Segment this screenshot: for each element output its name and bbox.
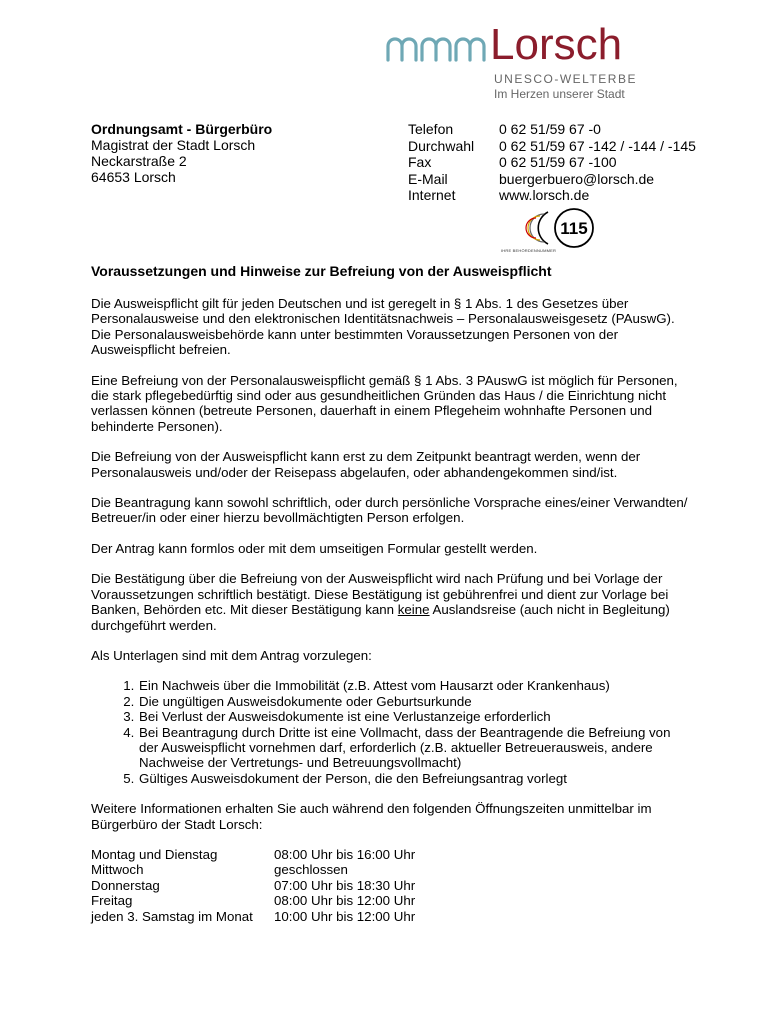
logo-subtitle: UNESCO-WELTERBE (494, 72, 637, 86)
confirmation-text: Die Bestätigung über die Befreiung von der Ausweispflicht wird nach Prüfung und bei Vorlage der Voraussetzungen schriftlich bestätigt. Diese Bestätigung ist gebührenfrei und dient zur Vorlage bei Banken, Behörden etc. Mit dieser Bestätigung kann (91, 571, 669, 618)
hours-day: Freitag (91, 893, 133, 909)
page-title: Voraussetzungen und Hinweise zur Befreiung von der Ausweispflicht (91, 263, 552, 279)
confirmation-paragraph (91, 571, 691, 633)
list-item: 5. Gültiges Ausweisdokument der Person, die den Befreiungsantrag vorlegt (138, 771, 691, 786)
behoerdennummer-badge (498, 208, 602, 256)
badge-number: 115 (560, 219, 588, 238)
hours-day: Donnerstag (91, 877, 160, 893)
paragraph: Die Beantragung kann sowohl schriftlich, oder durch persönliche Vorsprache eines/einer Verwandten/ Betreuer/in oder einer hierzu bevollmächtigten Person erfolgen. (91, 495, 688, 526)
contact-label: Telefon (408, 121, 454, 137)
hours-time: 07:00 Uhr bis 18:30 Uhr (274, 877, 416, 893)
logo-tagline: Im Herzen unserer Stadt (494, 87, 625, 101)
contact-value: 0 62 51/59 67 -142 / -144 / -145 (499, 137, 696, 154)
confirmation-text-end: Auslandsreise (auch nicht in Begleitung) durchgeführt werden. (91, 602, 670, 633)
documents-list (91, 678, 691, 786)
115-logo-icon (498, 208, 602, 248)
contact-row (408, 187, 696, 204)
contact-row (408, 154, 696, 171)
list-item: 3. Bei Verlust der Ausweisdokumente ist eine Verlustanzeige erforderlich (138, 709, 691, 724)
table-row (91, 862, 415, 877)
hours-time: 08:00 Uhr bis 12:00 Uhr (274, 893, 416, 909)
contact-label: Internet (408, 187, 456, 203)
documents-intro: Als Unterlagen sind mit dem Antrag vorzulegen: (91, 647, 372, 663)
email-link[interactable]: buergerbuero@lorsch.de (499, 170, 655, 187)
hours-time: 10:00 Uhr bis 12:00 Uhr (274, 908, 416, 924)
contact-value: 0 62 51/59 67 -0 (499, 121, 601, 137)
address-street: Neckarstraße 2 (91, 153, 187, 169)
badge-caption: IHRE BEHÖRDENNUMMER (501, 248, 557, 253)
paragraph: Eine Befreiung von der Personalausweispflicht gemäß § 1 Abs. 3 PAuswG ist möglich für Personen, die stark pflegebedürftig sind oder aus gesundheitlichen Gründen das Haus / die Einrichtung nicht verlassen können (betreute Personen, dauerhaft in einem Pflegeheim wohnhafte Personen und behinderte Personen). (91, 372, 678, 434)
office-name: Ordnungsamt - Bürgerbüro (91, 121, 273, 137)
table-row (91, 847, 415, 862)
website-link[interactable]: www.lorsch.de (499, 187, 590, 203)
table-row (91, 878, 415, 893)
contact-label: Fax (408, 154, 432, 170)
main-content (91, 263, 691, 924)
contact-block (408, 121, 696, 204)
logo-name: Lorsch (490, 20, 623, 69)
list-item: 1. Ein Nachweis über die Immobilität (z.B. Attest vom Hausarzt oder Krankenhaus) (138, 678, 691, 693)
lorsch-logo (386, 18, 656, 104)
contact-row (408, 121, 696, 138)
contact-row (408, 171, 696, 188)
table-row (91, 893, 415, 908)
paragraph: Die Ausweispflicht gilt für jeden Deutschen und ist geregelt in § 1 Abs. 1 des Gesetzes über Personalausweise und den elektronischen Identitätsnachweis – Personalausweisgesetz (PAuswG). Die Personalausweisbehörde kann unter bestimmten Voraussetzungen Personen von der Ausweispflicht befreien. (91, 296, 675, 358)
hours-time: geschlossen (274, 862, 348, 878)
hours-time: 08:00 Uhr bis 16:00 Uhr (274, 846, 416, 862)
contact-label: E-Mail (408, 170, 448, 187)
address-line: Magistrat der Stadt Lorsch (91, 137, 256, 153)
underlined-word: keine (397, 602, 430, 618)
opening-hours-table (91, 847, 415, 924)
contact-row (408, 138, 696, 155)
list-item: 2. Die ungültigen Ausweisdokumente oder Geburtsurkunde (138, 694, 691, 709)
hours-intro: Weitere Informationen erhalten Sie auch während den folgenden Öffnungszeiten unmittelbar im Bürgerbüro der Stadt Lorsch: (91, 801, 652, 832)
contact-value: 0 62 51/59 67 -100 (499, 154, 617, 170)
address-block (91, 121, 272, 185)
wave-logo-icon (386, 32, 486, 62)
hours-day: jeden 3. Samstag im Monat (91, 908, 253, 924)
paragraph: Die Befreiung von der Ausweispflicht kann erst zu dem Zeitpunkt beantragt werden, wenn der Personalausweis und/oder der Reisepass abgelaufen, oder abhandengekommen sind/ist. (91, 449, 641, 480)
paragraph: Der Antrag kann formlos oder mit dem umseitigen Formular gestellt werden. (91, 540, 538, 556)
hours-day: Montag und Dienstag (91, 846, 218, 862)
address-city: 64653 Lorsch (91, 169, 176, 185)
list-item: 4. Bei Beantragung durch Dritte ist eine Vollmacht, dass der Beantragende die Befreiung von der Ausweispflicht vornehmen darf, erforderlich (z.B. aktueller Betreuerausweis, andere Nachweise der Vertretungs- und Betreuungsvollmacht) (138, 725, 691, 771)
hours-day: Mittwoch (91, 862, 144, 878)
table-row (91, 909, 415, 924)
contact-label: Durchwahl (408, 137, 475, 154)
